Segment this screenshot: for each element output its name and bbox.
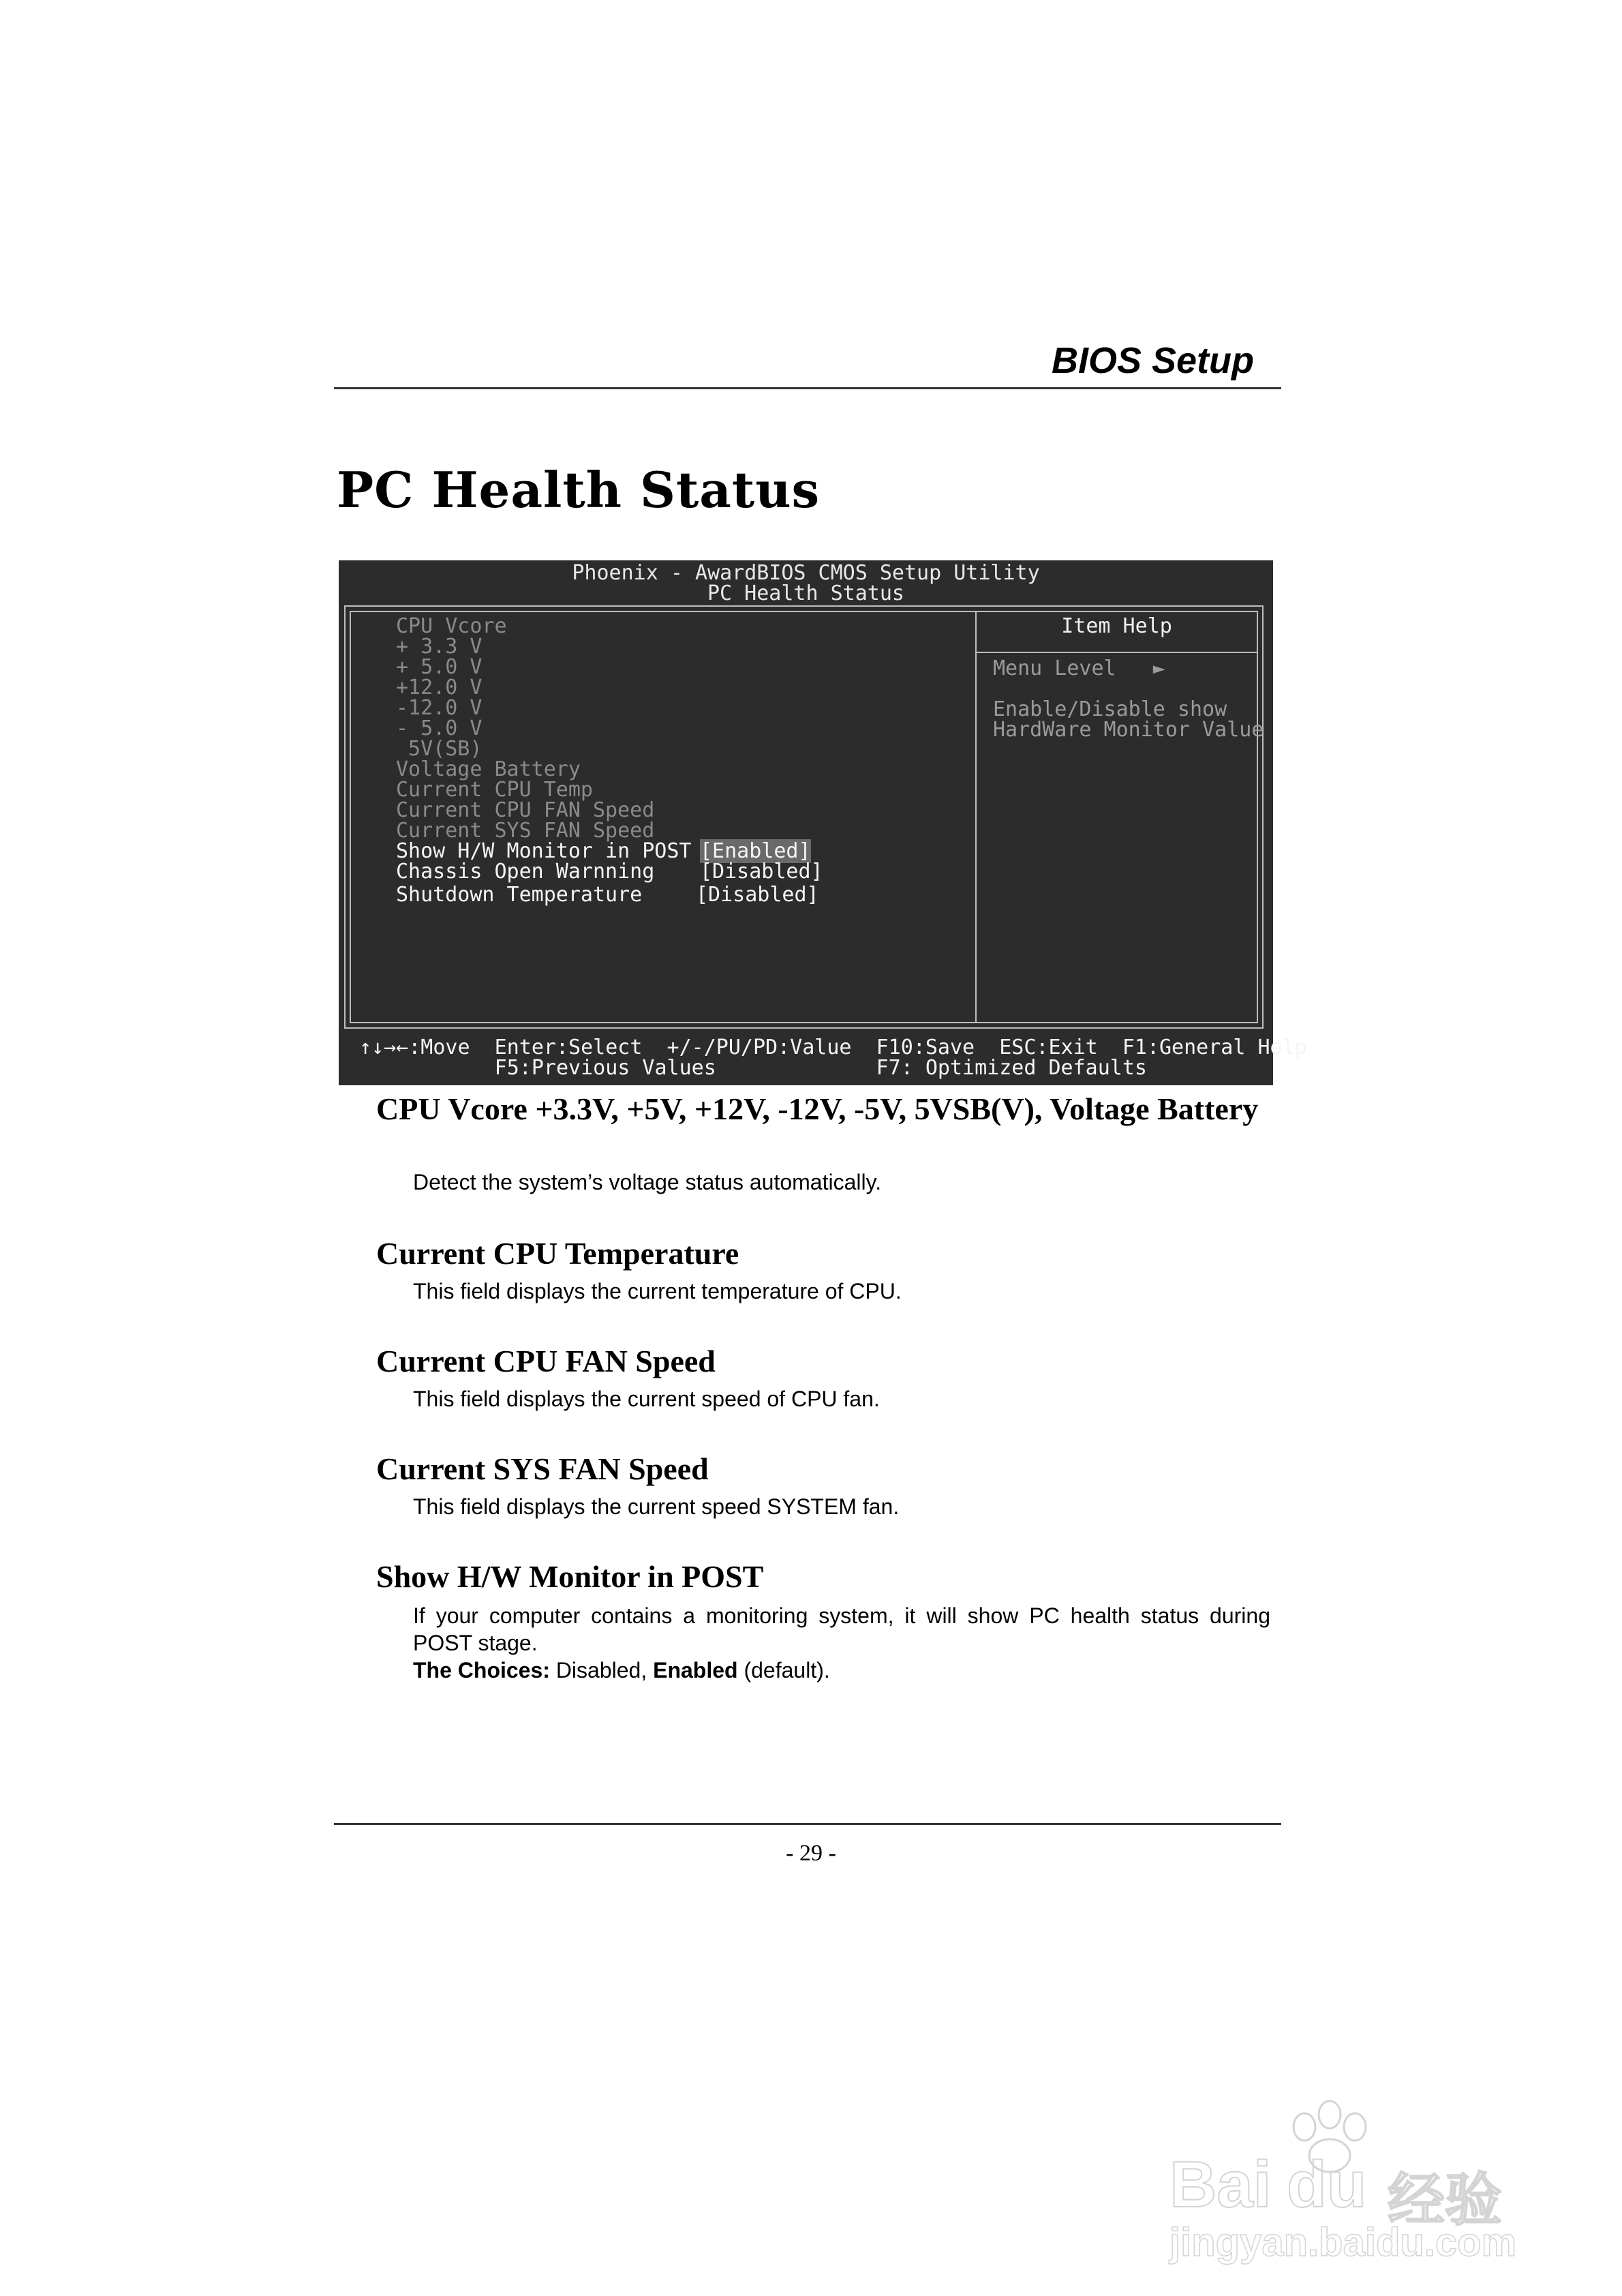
help-text-line2: HardWare Monitor Value xyxy=(993,718,1264,742)
bios-item-3v3: + 3.3 V xyxy=(396,635,483,659)
bios-value-chassis-open[interactable]: [Disabled] xyxy=(700,860,823,883)
bios-item-cpu-vcore: CPU Vcore xyxy=(396,614,507,638)
bios-title-line2: PC Health Status xyxy=(707,581,904,605)
page-number: - 29 - xyxy=(786,1841,836,1866)
bios-panel-divider xyxy=(975,611,977,1023)
watermark-brand: Bai xyxy=(1169,2148,1272,2221)
bios-item-5vsb: 5V(SB) xyxy=(396,737,483,761)
choices-option-disabled: Disabled, xyxy=(549,1658,654,1682)
bios-footer-defaults: F5:Previous Values F7: Optimized Defaults xyxy=(359,1056,1147,1080)
choices-suffix: (default). xyxy=(737,1658,830,1682)
bios-item-chassis-open[interactable]: Chassis Open Warnning xyxy=(396,860,655,883)
section-body-cpu-fan: This field displays the current speed of CPU fan. xyxy=(413,1387,880,1411)
bios-title-line1: Phoenix - AwardBIOS CMOS Setup Utility xyxy=(572,561,1040,585)
section-title-cpu-fan: Current CPU FAN Speed xyxy=(376,1344,716,1378)
section-body-hw-monitor: If your computer contains a monitoring system, it will show PC health status during POST stage. xyxy=(413,1603,1270,1655)
bios-item-minus-5v: - 5.0 V xyxy=(396,716,483,740)
bios-item-show-hw-monitor[interactable]: Show H/W Monitor in POST xyxy=(396,839,692,863)
section-body-sys-fan: This field displays the current speed SYSTEM fan. xyxy=(413,1494,900,1519)
section-body-cpu-temp: This field displays the current temperature of CPU. xyxy=(413,1279,902,1303)
bios-item-cpu-fan: Current CPU FAN Speed xyxy=(396,798,655,822)
bios-item-minus-12v: -12.0 V xyxy=(396,696,483,720)
section-body-voltages: Detect the system’s voltage status automatically. xyxy=(413,1170,882,1194)
item-help-title: Item Help xyxy=(1061,614,1172,638)
bios-item-shutdown-temp[interactable]: Shutdown Temperature xyxy=(396,883,643,907)
section-title-hw-monitor: Show H/W Monitor in POST xyxy=(376,1559,764,1594)
choices-option-enabled: Enabled xyxy=(653,1658,738,1682)
section-title-voltages: CPU Vcore +3.3V, +5V, +12V, -12V, -5V, 5VSB(V), Voltage Battery xyxy=(376,1091,1259,1126)
section-title-cpu-temp: Current CPU Temperature xyxy=(376,1236,739,1271)
header-rule xyxy=(334,387,1281,389)
bios-value-shutdown-temp[interactable]: [Disabled] xyxy=(696,883,819,907)
choices-line xyxy=(413,1657,1270,1684)
choices-label: The Choices: xyxy=(413,1658,550,1682)
bios-item-12v: +12.0 V xyxy=(396,676,483,699)
section-title-sys-fan: Current SYS FAN Speed xyxy=(376,1451,709,1486)
watermark-brand2: du xyxy=(1287,2148,1367,2221)
bios-item-voltage-battery: Voltage Battery xyxy=(396,757,581,781)
bios-screenshot xyxy=(339,560,1307,1085)
baidu-watermark xyxy=(1156,2100,1537,2265)
running-header: BIOS Setup xyxy=(1051,340,1254,381)
help-text-line1: Enable/Disable show xyxy=(993,697,1227,721)
bios-item-cpu-temp: Current CPU Temp xyxy=(396,778,593,802)
watermark-cn: 经验 xyxy=(1388,2168,1503,2232)
bios-help-divider xyxy=(977,652,1257,653)
help-menu-level: Menu Level ► xyxy=(993,656,1165,680)
bios-value-show-hw-monitor[interactable]: [Enabled] xyxy=(700,839,811,863)
page-title: PC Health Status xyxy=(337,461,821,519)
watermark-url: jingyan.baidu.com xyxy=(1169,2220,1517,2265)
bios-item-5v: + 5.0 V xyxy=(396,655,483,679)
bios-footer-keys: ↑↓→←:Move Enter:Select +/-/PU/PD:Value F10:Save ESC:Exit F1:General Help xyxy=(359,1036,1307,1059)
footer-rule xyxy=(334,1823,1281,1825)
bios-item-sys-fan: Current SYS FAN Speed xyxy=(396,819,655,843)
